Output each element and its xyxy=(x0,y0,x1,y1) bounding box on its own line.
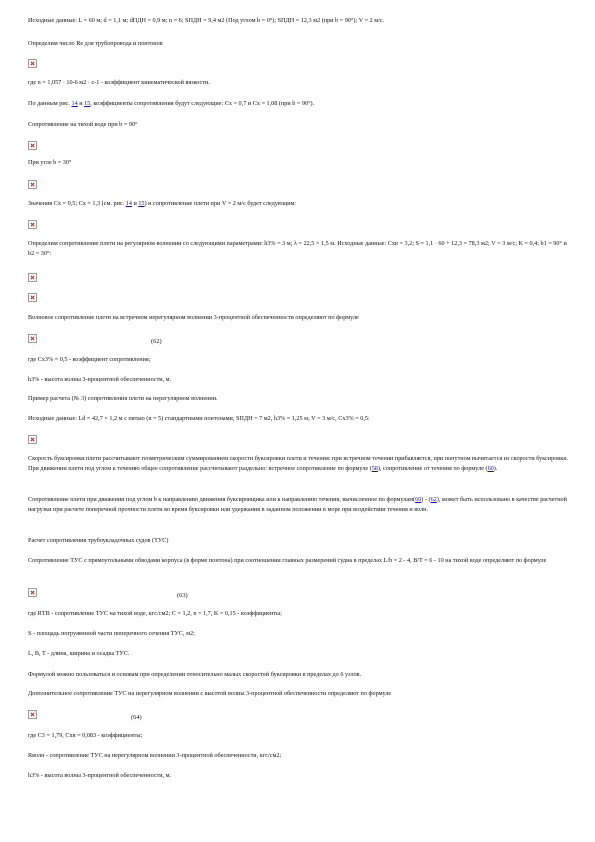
formula-link[interactable]: 58 xyxy=(371,465,378,473)
paragraph-example-data: Исходные данные: Ld = 42,7 × 1,2 м с пятью (n = 5) стандартными понтонами, SПДН = 7 м2, h3% = 1,25 м, V = 3 м/с, Cx3% = 0,5: xyxy=(28,415,370,422)
paragraph-cx3: где Cx3% = 0,5 - коэффициент сопротивления; xyxy=(28,356,151,363)
paragraph-h3-final: h3% - высота волны 3-процентной обеспеченности, м. xyxy=(28,772,172,779)
text: ) - ( xyxy=(421,496,431,503)
formula-link[interactable]: 60 xyxy=(487,465,494,473)
paragraph-example-3: Пример расчета (№ 3) сопротивления плети на нерегулярном волнении. xyxy=(28,395,218,402)
paragraph-h3: h3% - высота волны 3-процентной обеспеченности, м. xyxy=(28,376,172,383)
paragraph-input-data: Исходные данные: L = 60 м; d = 1,1 м; dПДН = 0,9 м; n = 6; SПДН = 9,4 м2 (Под углом b = 0°); SПДН = 12,3 м2 (при b = 90°); V = 2 м/с. xyxy=(28,17,385,24)
text: Сопротивление плети при движении под углом b к направлению движения буксировщика или к направлению течения, вычисленное по формулам( xyxy=(28,496,416,503)
paragraph-rtv: где RТВ - сопротивление ТУС на тихой воде, кгс/см2; C = 1,2, n = 1,7, K = 0,15 - коэффициенты; xyxy=(28,610,282,617)
paragraph-regular-waves: Определим сопротивление плети на регулярном волнении со следующими параметрами: h3% = 3 м; λ = 22,5 × 1,5 м. Исходные данные: Cxв = 3,2; S = 1,1 · 60 + 12,3 = 78,3 м2; V = 3 м/с; K = 0,4; b1 = 90° и b2 = 30°: xyxy=(28,240,567,258)
text: Значения Cx = 0,5; Cx = 1,3 (см. рис. xyxy=(28,200,126,207)
broken-image-icon xyxy=(28,141,37,150)
paragraph-formula-usage: Формулой можно пользоваться и основам при определении относительно малых скоростей буксировки в пределах до 6 узлов. xyxy=(28,671,362,678)
paragraph-area: S - площадь погруженной части поперечного сечения ТУС, м2; xyxy=(28,630,195,637)
broken-image-icon xyxy=(28,180,37,189)
figure-link[interactable]: 14 xyxy=(125,200,132,207)
broken-image-icon xyxy=(28,293,37,302)
text: По данным рис. xyxy=(28,100,72,107)
paragraph-calm-water: Сопротивление на тихой воде при b = 90° xyxy=(28,121,138,128)
broken-image-icon xyxy=(28,588,37,597)
paragraph-angle: При угле b = 30° xyxy=(28,159,72,166)
paragraph-dimensions: L, B, T - длина, ширина и осадка ТУС. xyxy=(28,650,130,657)
broken-image-icon xyxy=(28,334,37,343)
equation-number: (63) xyxy=(177,592,188,599)
text: и xyxy=(131,200,139,207)
broken-image-icon xyxy=(28,435,37,444)
paragraph-viscosity: где n = 1,057 · 10-6 м2 · с-1 - коэффициент кинематической вязкости. xyxy=(28,79,210,86)
broken-image-icon xyxy=(28,59,37,68)
paragraph-towing-speed xyxy=(28,454,573,475)
text: ). xyxy=(493,465,498,473)
paragraph-reynolds: Определим число Re для трубопровода и понтонов xyxy=(28,40,163,47)
text: и xyxy=(77,100,85,107)
paragraph-c3: где C3 = 1,79, Cxв = 0,083 - коэффициенты; xyxy=(28,732,143,739)
paragraph-wave-resistance: Волновое сопротивление плети на встречном нерегулярном волнении 3-процентной обеспеченности определяют по формуле xyxy=(28,314,359,321)
figure-link[interactable]: 15 xyxy=(138,200,145,207)
equation-number: (64) xyxy=(131,714,142,721)
text: ), может быть использовано в качестве расчетной нагрузки при расчете поперечной прочности плети во время буксировки или удержания в заданном положении в море при воздействии течения и волн. xyxy=(28,496,567,514)
figure-link[interactable]: 15 xyxy=(84,100,91,107)
text: ) и сопротивление плети при V = 2 м/с будет следующим: xyxy=(144,200,297,207)
formula-link[interactable]: 62 xyxy=(430,496,437,503)
figure-link[interactable]: 14 xyxy=(71,100,78,107)
text: Скорость буксировки плети рассчитывают геометрическим суммированием скорости буксировки плети и течения: при встречном течении прибавляется, при попутном вычитается из скорости буксировки. При движении плети под углом к течению общее сопротивление рассчитывают раздельно: встречное сопротивление по формуле ( xyxy=(28,455,569,473)
broken-image-icon xyxy=(28,273,37,282)
text: , коэффициенты сопротивления будут следующие: Cx = 0,7 и Cx = 1,08 (при b = 90°). xyxy=(90,100,315,107)
paragraph-tus-resistance: Сопротивление ТУС с прямоугольными обводами корпуса (в форме понтона) при соотношении главных размерений судна в пределах L/b = 2 - 4, B/T = 6 - 10 на тихой воде определяют по формуле xyxy=(28,557,547,564)
paragraph-coefficients xyxy=(28,99,573,109)
broken-image-icon xyxy=(28,220,37,229)
paragraph-cx-values xyxy=(28,199,573,209)
section-heading-tus: Расчет сопротивления трубоукладочных судов (ТУС) xyxy=(28,537,169,544)
paragraph-rvoln: Rволн - сопротивление ТУС на нерегулярном волнении 3-процентной обеспеченности, кгс/см2; xyxy=(28,752,282,759)
broken-image-icon xyxy=(28,710,37,719)
formula-link[interactable]: 60 xyxy=(415,496,422,503)
text: ), сопротивление от течения по формуле ( xyxy=(377,465,488,473)
equation-number: (62) xyxy=(151,338,162,345)
paragraph-additional-resistance: Дополнительное сопротивление ТУС на нерегулярном волнении с высотой волны 3-процентной обеспеченности определяют по формуле xyxy=(28,690,392,697)
paragraph-angle-resistance xyxy=(28,495,573,516)
